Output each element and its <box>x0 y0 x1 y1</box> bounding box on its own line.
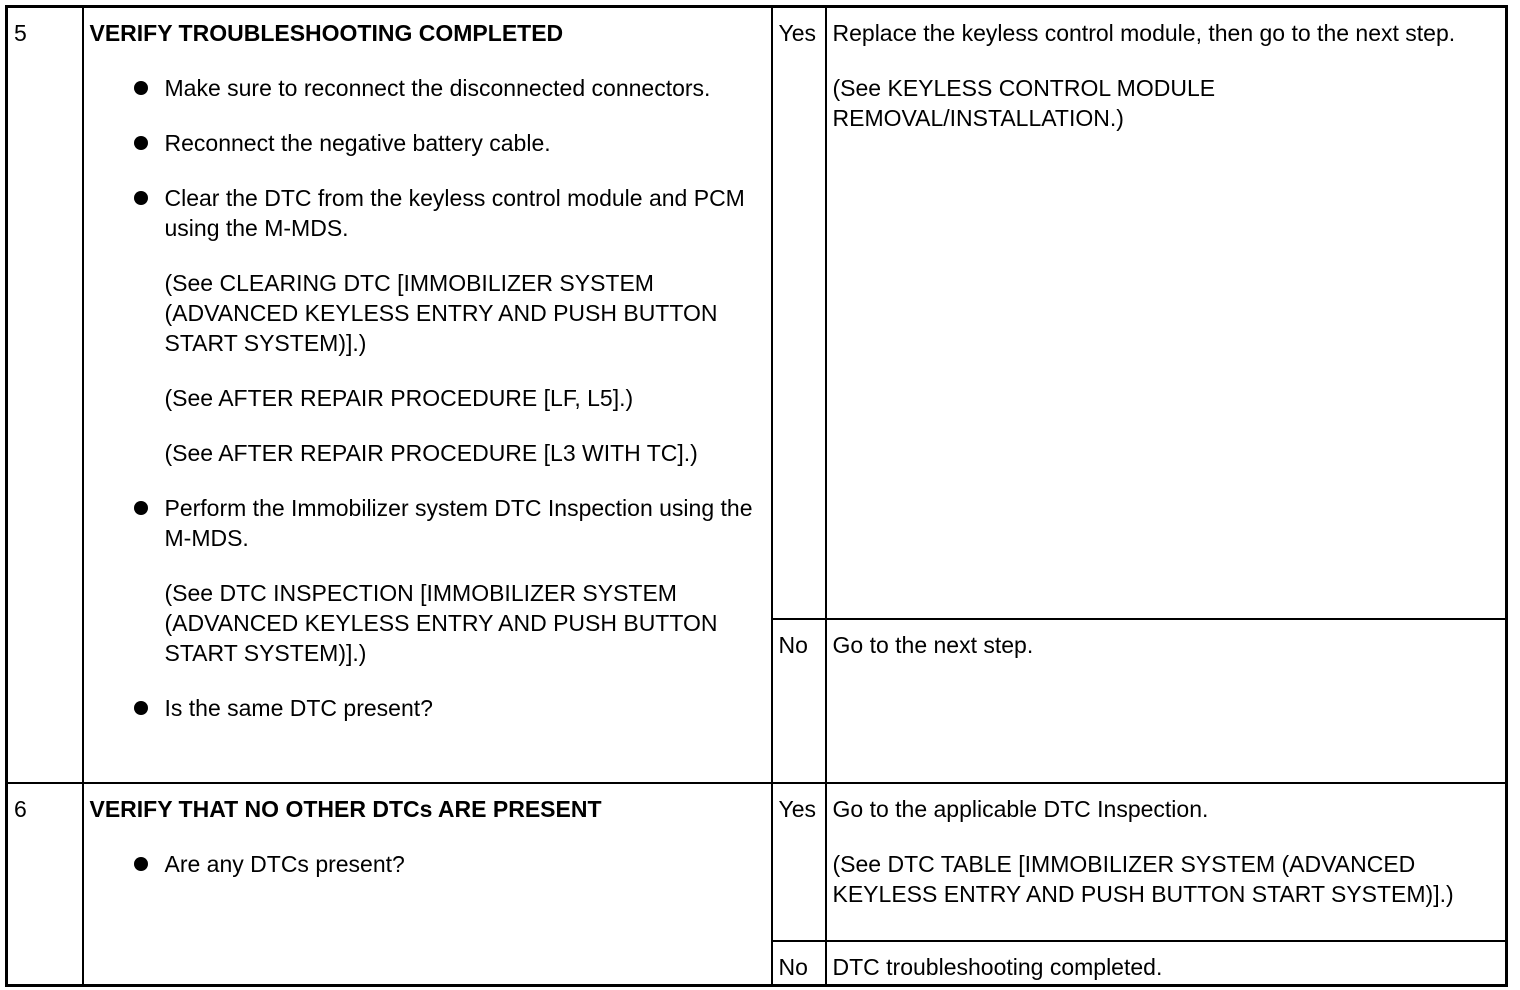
step-title: VERIFY TROUBLESHOOTING COMPLETED <box>89 20 564 46</box>
step-title: VERIFY THAT NO OTHER DTCs ARE PRESENT <box>89 795 602 822</box>
inspection-text: Perform the Immobilizer system DTC Inspection using the M-MDS. <box>164 495 753 551</box>
answer-no: No <box>772 941 826 986</box>
bullet-icon <box>134 136 148 150</box>
reference-link[interactable]: (See DTC INSPECTION [IMMOBILIZER SYSTEM (ADVANCED KEYLESS ENTRY AND PUSH BUTTON START SYSTEM)].) <box>164 580 718 666</box>
inspection-list <box>90 73 765 723</box>
action-no <box>826 619 1507 783</box>
inspection-item <box>165 693 765 723</box>
inspection-item <box>165 128 765 158</box>
reference-link[interactable]: (See KEYLESS CONTROL MODULE REMOVAL/INSTALLATION.) <box>832 75 1216 131</box>
action-yes <box>826 7 1507 619</box>
answer-yes: Yes <box>772 7 826 619</box>
step-row-6-yes <box>7 783 1507 941</box>
action-text: Replace the keyless control module, then go to the next step. <box>832 20 1456 46</box>
action-no <box>826 941 1507 986</box>
troubleshooting-table <box>5 5 1508 987</box>
bullet-icon <box>134 701 148 715</box>
step-number: 5 <box>7 7 83 783</box>
inspection-text: Is the same DTC present? <box>164 695 433 721</box>
reference-link[interactable]: (See DTC TABLE [IMMOBILIZER SYSTEM (ADVANCED KEYLESS ENTRY AND PUSH BUTTON START SYSTEM)].) <box>832 850 1454 907</box>
inspection-item <box>165 183 765 468</box>
answer-yes: Yes <box>772 783 826 941</box>
action-text: Go to the next step. <box>832 631 1034 658</box>
inspection-text: Clear the DTC from the keyless control module and PCM using the M-MDS. <box>164 185 745 241</box>
inspection-text: Make sure to reconnect the disconnected connectors. <box>164 75 711 101</box>
bullet-icon <box>134 501 148 515</box>
step-inspection <box>83 7 772 783</box>
action-text: DTC troubleshooting completed. <box>832 953 1163 980</box>
bullet-icon <box>134 191 148 205</box>
answer-no: No <box>772 619 826 783</box>
reference-link[interactable]: (See CLEARING DTC [IMMOBILIZER SYSTEM (ADVANCED KEYLESS ENTRY AND PUSH BUTTON START SYSTEM)].) <box>164 270 718 356</box>
inspection-list <box>90 849 765 879</box>
inspection-text: Are any DTCs present? <box>164 850 405 877</box>
bullet-icon <box>134 81 148 95</box>
reference-link[interactable]: (See AFTER REPAIR PROCEDURE [L3 WITH TC].) <box>164 440 698 466</box>
step-number: 6 <box>7 783 83 986</box>
step-inspection <box>83 783 772 986</box>
inspection-item <box>165 493 765 668</box>
action-text: Go to the applicable DTC Inspection. <box>832 795 1209 822</box>
step-row-5-yes <box>7 7 1507 619</box>
reference-link[interactable]: (See AFTER REPAIR PROCEDURE [LF, L5].) <box>164 385 634 411</box>
inspection-item <box>165 73 765 103</box>
bullet-icon <box>134 857 148 871</box>
action-yes <box>826 783 1507 941</box>
inspection-item <box>165 849 765 879</box>
inspection-text: Reconnect the negative battery cable. <box>164 130 551 156</box>
